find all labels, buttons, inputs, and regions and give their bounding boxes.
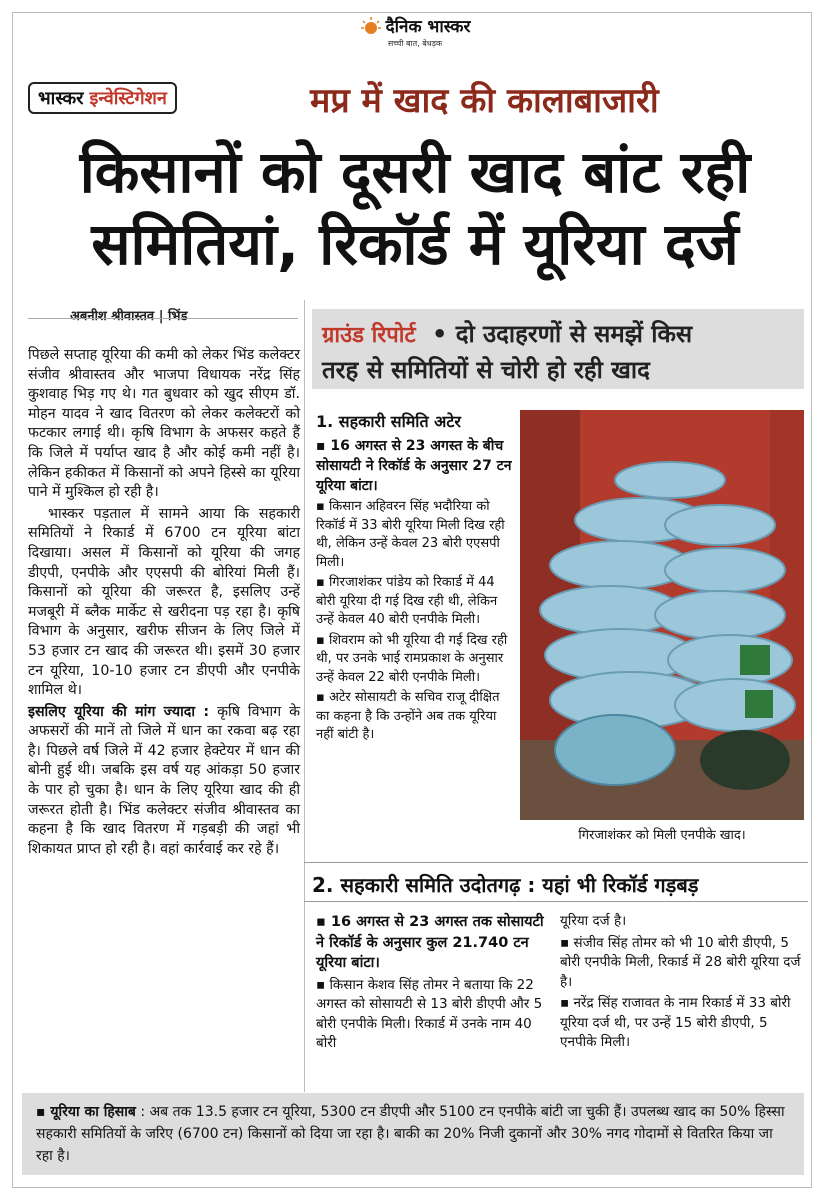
masthead-name: दैनिक भास्कर [385, 17, 471, 37]
headline-line1: किसानों को दूसरी खाद बांट रही [79, 138, 751, 206]
fertilizer-bags-photo [520, 410, 804, 820]
ground-report-banner [312, 309, 804, 389]
ground-report-title-line1: • दो उदाहरणों से समझें किस [432, 320, 693, 348]
section2-item: ▪ संजीव सिंह तोमर को भी 10 बोरी डीएपी, 5 बोरी एनपीके मिली, रिकार्ड में 28 बोरी यूरिया दर्ज है। [560, 934, 801, 990]
section2-left [316, 912, 548, 1054]
section2-header [304, 862, 808, 902]
section2-item: ▪ नरेंद्र सिंह राजावत के नाम रिकार्ड में 33 बोरी यूरिया दर्ज थी, पर उन्हें 15 बोरी डीएपी, 5 एनपीके मिली। [560, 995, 791, 1050]
headline [20, 136, 810, 280]
section2-item: ▪ किसान केशव सिंह तोमर ने बताया कि 22 अगस्त को सोसायटी से 13 बोरी डीएपी और 5 बोरी एनपीके मिली। रिकार्ड में उनके नाम 40 बोरी [316, 976, 543, 1051]
masthead-tagline: सच्ची बात, बेधड़क [387, 39, 443, 48]
section1-lead: ▪ 16 अगस्त से 23 अगस्त के बीच सोसायटी ने रिकॉर्ड के अनुसार 27 टन यूरिया बांटा। [316, 438, 512, 494]
section1-body [316, 436, 512, 747]
subhead: मप्र में खाद की कालाबाजारी [310, 81, 659, 121]
paragraph-3-text: कृषि विभाग के अफसरों की मानें तो जिले में धान का रकवा बढ़ रहा है। पिछले वर्ष जिले में 42 हजार हेक्टेयर में धान की बोनी हुई थी। जबकि इस वर्ष यह आंकड़ा 50 हजार के पार हो चुका है। धान के लिए यूरिया खाद की ही जरूरत होती है। भिंड कलेक्टर संजीव श्रीवास्तव का कहना है कि खाद वितरण में गड़बड़ी की जहां भी शिकायत प्राप्त हो रही है। वहां कार्रवाई कर रहे हैं। [28, 703, 301, 857]
paragraph-1: पिछले सप्ताह यूरिया की कमी को लेकर भिंड कलेक्टर संजीव श्रीवास्तव और भाजपा विधायक नरेंद्र सिंह कुशवाह भिड़ गए थे। गत बुधवार को खुद सीएम डॉ. मोहन यादव ने खाद वितरण को लेकर कलेक्टरों को फटकार लगाई थी। कृषि विभाग के अफसर कहते हैं कि जिले में पर्याप्त खाद है और कोई कमी नहीं है। लेकिन हकीकत में किसानों को अपने हिस्से का यूरिया पाने में मुश्किल हो रही है। [28, 347, 300, 501]
headline-line2: समितियां, रिकॉर्ड में यूरिया दर्ज [91, 210, 739, 278]
photo-caption: गिरजाशंकर को मिली एनपीके खाद। [578, 828, 746, 843]
ground-report-title-line2: तरह से समितियों से चोरी हो रही खाद [322, 356, 650, 384]
kicker-label-part2: इन्वेस्टिगेशन [89, 88, 167, 109]
paragraph-3-heading: इसलिए यूरिया की मांग ज्यादा : [28, 703, 210, 720]
section2-title: 2. सहकारी समिति उदोतगढ़ : यहां भी रिकॉर्ड गड़बड़ [312, 873, 699, 897]
section1-title: 1. सहकारी समिति अटेर [316, 412, 461, 431]
summary-key: ▪ यूरिया का हिसाब [36, 1104, 136, 1120]
column-divider [304, 300, 305, 1092]
section1-item: ▪ अटेर सोसायटी के सचिव राजू दीक्षित का कहना है कि उन्होंने अब तक यूरिया नहीं बांटी है। [316, 690, 500, 742]
section1-item: ▪ किसान अहिवरन सिंह भदौरिया को रिकॉर्ड में 33 बोरी यूरिया मिली दिख रही थी, लेकिन उन्हें केवल 23 बोरी एएसपी मिली। [316, 499, 505, 570]
summary-text: : अब तक 13.5 हजार टन यूरिया, 5300 टन डीएपी और 5100 टन एनपीके बांटी जा चुकी हैं। उपलब्ध खाद का 50% हिस्सा सहकारी समितियों के जरिए (6700 टन) किसानों को दिया जा रहा है। बाकी का 20% निजी दुकानों और 30% नगद गोदामों से वितरित किया जा रहा है। [36, 1104, 785, 1164]
masthead [330, 14, 500, 60]
left-column [28, 346, 300, 861]
section2-right [560, 912, 804, 1055]
section2-item-continued: यूरिया दर्ज है। [560, 913, 627, 929]
sun-logo-icon [360, 15, 382, 37]
section1-item: ▪ गिरजाशंकर पांडेय को रिकार्ड में 44 बोरी यूरिया दी गई दिख रही थी, लेकिन उन्हें केवल 40 बोरी एनपीके मिली। [316, 575, 498, 627]
kicker-badge [28, 82, 177, 114]
byline-divider [28, 318, 298, 319]
paragraph-3 [28, 703, 300, 860]
masthead-logo [330, 14, 500, 37]
section2-lead: ▪ 16 अगस्त से 23 अगस्त तक सोसायटी ने रिकॉर्ड के अनुसार कुल 21.740 टन यूरिया बांटा। [316, 914, 544, 971]
ground-report-label: ग्राउंड रिपोर्ट [322, 323, 416, 348]
paragraph-2: भास्कर पड़ताल में सामने आया कि सहकारी समितियों ने रिकार्ड में 6700 टन यूरिया बांटा दिखाया। असल में किसानों को यूरिया की जगह डीएपी, एनपीके और एएसपी की बोरियां मिली हैं। किसानों को यूरिया की जरूरत है, इसलिए उन्हें मजबूरी में ब्लैक मार्केट से खरीदना पड़ रहा है। कृषि विभाग के अनुसार, खरीफ सीजन के लिए जिले में 53 हजार टन खाद की जरूरत थी। इसमें 30 हजार टन यूरिया, 10-10 हजार टन डीएपी और एनपीके शामिल थे। [28, 505, 300, 699]
urea-summary-box [22, 1093, 804, 1175]
kicker-label-part1: भास्कर [38, 88, 84, 109]
section1-item: ▪ शिवराम को भी यूरिया दी गई दिख रही थी, पर उनके भाई रामप्रकाश के अनुसार उन्हें केवल 22 बोरी एनपीके मिली। [316, 632, 508, 685]
investigation-kicker [28, 82, 177, 114]
byline: अबनीश श्रीवास्तव | भिंड [70, 309, 188, 324]
